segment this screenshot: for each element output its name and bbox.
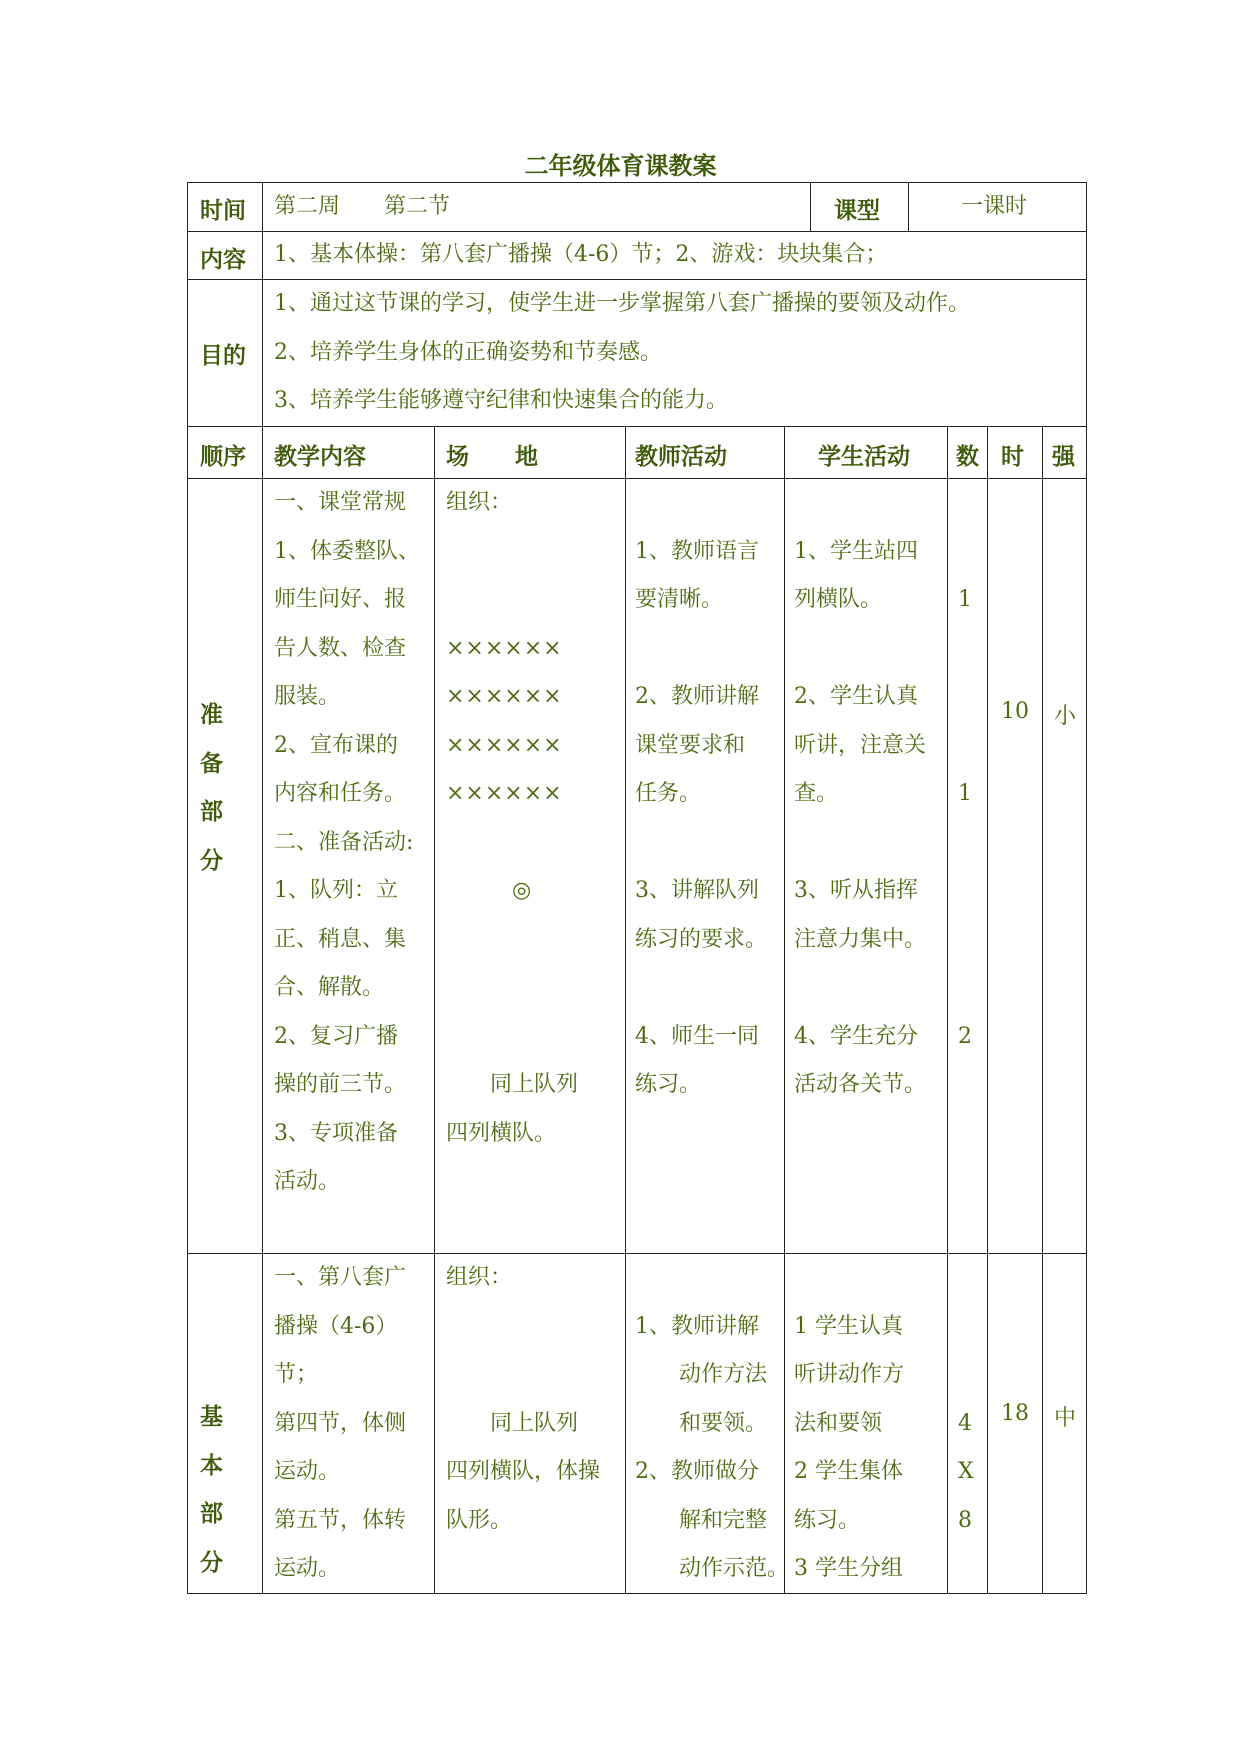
prep-count-cell bbox=[958, 673, 972, 722]
basic-teacher-line: 动作方法 bbox=[635, 1362, 768, 1387]
prep-content-line: 1、队列：立 bbox=[274, 878, 398, 903]
prep-content-line: 告人数、检查 bbox=[274, 635, 407, 661]
basic-content bbox=[274, 1254, 406, 1594]
lesson-plan-table bbox=[187, 182, 1087, 1594]
basic-content-line: 第五节，体转 bbox=[274, 1507, 407, 1533]
prep-student-line: 1、学生站四 bbox=[794, 538, 918, 564]
col-header-count: 数 bbox=[956, 444, 979, 470]
col-divider bbox=[908, 183, 909, 231]
col-divider bbox=[810, 183, 811, 231]
goal-list bbox=[274, 280, 970, 426]
prep-content-line: 合、解散。 bbox=[274, 975, 385, 1000]
prep-count-cell bbox=[958, 625, 972, 674]
formation-row: ×××××× bbox=[446, 781, 563, 806]
goal-item: 3、培养学生能够遵守纪律和快速集合的能力。 bbox=[274, 388, 728, 413]
prep-count-cell bbox=[958, 722, 972, 771]
formation-row: ×××××× bbox=[446, 684, 563, 709]
type-value: 一课时 bbox=[961, 194, 1028, 219]
basic-venue bbox=[446, 1254, 600, 1545]
prep-content-line: 3、专项准备 bbox=[274, 1120, 398, 1146]
col-header-time: 时 bbox=[1001, 444, 1024, 470]
prep-venue-line: 四列横队。 bbox=[446, 1120, 557, 1146]
prep-content-line: 服装。 bbox=[274, 684, 341, 709]
type-label: 课型 bbox=[834, 198, 880, 224]
col-header-content: 教学内容 bbox=[274, 444, 366, 470]
basic-venue-line bbox=[446, 1351, 600, 1400]
prep-student-line: 2、学生认真 bbox=[794, 684, 918, 709]
prep-content-line: 正、稍息、集 bbox=[274, 926, 407, 952]
content-label: 内容 bbox=[200, 247, 246, 273]
prep-student-line: 注意力集中。 bbox=[794, 926, 927, 952]
basic-student-line: 1 学生认真 bbox=[794, 1313, 903, 1339]
basic-teacher-line bbox=[635, 1254, 789, 1303]
basic-content-line: 第四节，体侧 bbox=[274, 1410, 407, 1436]
prep-teacher-line: 1、教师语言 bbox=[635, 538, 759, 564]
goal-label: 目的 bbox=[200, 343, 246, 369]
basic-student-line: 练习。 bbox=[794, 1507, 861, 1533]
prep-teacher bbox=[635, 479, 767, 1110]
prep-student-line: 3、听从指挥 bbox=[794, 878, 918, 903]
basic-student-line: 听讲动作方 bbox=[794, 1362, 905, 1387]
prep-student-line: 列横队。 bbox=[794, 587, 883, 612]
col-header-venue: 场 地 bbox=[446, 444, 538, 470]
basic-student bbox=[794, 1254, 904, 1594]
prep-teacher-line: 任务。 bbox=[635, 781, 702, 806]
prep-student-line: 活动各关节。 bbox=[794, 1072, 927, 1097]
prep-content-line: 内容和任务。 bbox=[274, 781, 407, 806]
basic-content-line: 运动。 bbox=[274, 1556, 341, 1581]
basic-venue-line: 队形。 bbox=[446, 1507, 513, 1533]
prep-count-cell: 2 bbox=[958, 1023, 972, 1049]
prep-student-line: 4、学生充分 bbox=[794, 1023, 918, 1049]
prep-count-cell bbox=[958, 479, 972, 528]
prep-content-line: 2、宣布课的 bbox=[274, 732, 398, 758]
basic-teacher-line: 和要领。 bbox=[635, 1410, 768, 1436]
prep-student-line bbox=[794, 964, 926, 1013]
basic-teacher-line: 动作示范。 bbox=[635, 1556, 790, 1581]
basic-content-line: 一、第八套广 bbox=[274, 1265, 407, 1290]
basic-count-cell: X bbox=[958, 1459, 974, 1484]
prep-count bbox=[958, 479, 972, 1061]
basic-venue-line: 同上队列 bbox=[446, 1410, 579, 1436]
page-title: 二年级体育课教案 bbox=[524, 152, 717, 180]
prep-teacher-line: 4、师生一同 bbox=[635, 1023, 759, 1049]
prep-venue-line bbox=[446, 576, 578, 625]
prep-venue-line bbox=[446, 964, 578, 1013]
col-header-teacher: 教师活动 bbox=[635, 444, 727, 470]
prep-content-line: 二、准备活动: bbox=[274, 829, 414, 855]
prep-content-line: 活动。 bbox=[274, 1169, 341, 1194]
time-label: 时间 bbox=[200, 198, 246, 224]
prep-count-cell bbox=[958, 528, 972, 577]
col-divider bbox=[987, 426, 988, 1593]
goal-item: 2、培养学生身体的正确姿势和节奏感。 bbox=[274, 339, 662, 365]
col-divider bbox=[262, 183, 263, 1593]
prep-teacher-line bbox=[635, 964, 767, 1013]
basic-teacher bbox=[635, 1254, 789, 1594]
prep-venue-line bbox=[446, 528, 578, 577]
prep-content-line: 2、复习广播 bbox=[274, 1023, 398, 1049]
prep-student-line bbox=[794, 479, 926, 528]
prep-teacher-line: 练习的要求。 bbox=[635, 926, 768, 952]
prep-student-line: 查。 bbox=[794, 781, 839, 806]
prep-student bbox=[794, 479, 926, 1110]
prep-student-line bbox=[794, 625, 926, 674]
basic-venue-line: 组织： bbox=[446, 1265, 513, 1290]
prep-content-line: 操的前三节。 bbox=[274, 1072, 407, 1097]
prep-venue-line: 组织： bbox=[446, 490, 513, 515]
prep-teacher-line bbox=[635, 479, 767, 528]
prep-venue-line bbox=[446, 819, 578, 868]
prep-student-line: 听讲，注意关 bbox=[794, 732, 927, 758]
prep-teacher-line: 课堂要求和 bbox=[635, 732, 746, 758]
prep-count-cell bbox=[958, 867, 972, 916]
basic-count bbox=[958, 1254, 974, 1545]
prep-count-cell bbox=[958, 964, 972, 1013]
basic-student-line: 2 学生集体 bbox=[794, 1459, 903, 1484]
col-header-intensity: 强 bbox=[1052, 444, 1075, 470]
prep-time: 10 bbox=[1001, 699, 1029, 724]
col-divider bbox=[947, 426, 948, 1593]
prep-teacher-line bbox=[635, 625, 767, 674]
prep-teacher-line bbox=[635, 819, 767, 868]
basic-count-cell: 8 bbox=[958, 1507, 972, 1533]
time-value: 第二周 第二节 bbox=[274, 194, 451, 219]
row-divider bbox=[188, 426, 1086, 427]
basic-count-cell bbox=[958, 1303, 974, 1352]
col-header-order: 顺序 bbox=[200, 444, 246, 470]
prep-content bbox=[274, 479, 420, 1207]
basic-count-cell bbox=[958, 1351, 974, 1400]
prep-venue bbox=[446, 479, 578, 1158]
basic-intensity: 中 bbox=[1054, 1406, 1077, 1431]
prep-student-line bbox=[794, 819, 926, 868]
basic-time: 18 bbox=[1001, 1401, 1029, 1426]
col-divider bbox=[434, 426, 435, 1593]
basic-content-line: 播操（4-6） bbox=[274, 1313, 398, 1339]
formation-row: ×××××× bbox=[446, 732, 563, 758]
prep-content-line: 一、课堂常规 bbox=[274, 490, 407, 515]
basic-count-cell bbox=[958, 1254, 974, 1303]
basic-section-label: 基本部分 bbox=[200, 1404, 223, 1576]
prep-teacher-line: 要清晰。 bbox=[635, 587, 724, 612]
prep-content-line: 1、体委整队、 bbox=[274, 538, 420, 564]
prep-count-cell bbox=[958, 916, 972, 965]
prep-teacher-line: 练习。 bbox=[635, 1072, 702, 1097]
col-header-student: 学生活动 bbox=[818, 444, 910, 470]
col-divider bbox=[625, 426, 626, 1593]
basic-content-line: 节； bbox=[274, 1362, 319, 1387]
content-value: 1、基本体操：第八套广播操（4-6）节；2、游戏：块块集合； bbox=[274, 242, 888, 267]
prep-venue-line bbox=[446, 916, 578, 965]
prep-teacher-line: 2、教师讲解 bbox=[635, 684, 759, 709]
basic-content-line: 运动。 bbox=[274, 1459, 341, 1484]
basic-student-line bbox=[794, 1254, 904, 1303]
prep-count-cell: 1 bbox=[958, 781, 972, 806]
col-divider bbox=[1042, 426, 1043, 1593]
goal-item: 1、通过这节课的学习，使学生进一步掌握第八套广播操的要领及动作。 bbox=[274, 291, 970, 316]
prep-teacher-line: 3、讲解队列 bbox=[635, 878, 759, 903]
basic-venue-line bbox=[446, 1303, 600, 1352]
teacher-position-icon: ◎ bbox=[446, 878, 532, 903]
prep-intensity: 小 bbox=[1054, 704, 1077, 729]
basic-student-line: 法和要领 bbox=[794, 1410, 883, 1436]
prep-section-label: 准备部分 bbox=[200, 702, 223, 874]
prep-content-line: 师生问好、报 bbox=[274, 587, 407, 612]
row-divider bbox=[188, 231, 1086, 232]
basic-teacher-line: 解和完整 bbox=[635, 1507, 768, 1533]
formation-row: ×××××× bbox=[446, 635, 563, 661]
basic-student-line: 3 学生分组 bbox=[794, 1556, 903, 1581]
basic-venue-line: 四列横队，体操 bbox=[446, 1459, 601, 1484]
prep-count-cell bbox=[958, 819, 972, 868]
prep-venue-line bbox=[446, 1013, 578, 1062]
prep-venue-line: 同上队列 bbox=[446, 1072, 579, 1097]
basic-teacher-line: 1、教师讲解 bbox=[635, 1313, 759, 1339]
basic-teacher-line: 2、教师做分 bbox=[635, 1459, 759, 1484]
prep-count-cell: 1 bbox=[958, 587, 972, 612]
basic-count-cell: 4 bbox=[958, 1410, 972, 1436]
